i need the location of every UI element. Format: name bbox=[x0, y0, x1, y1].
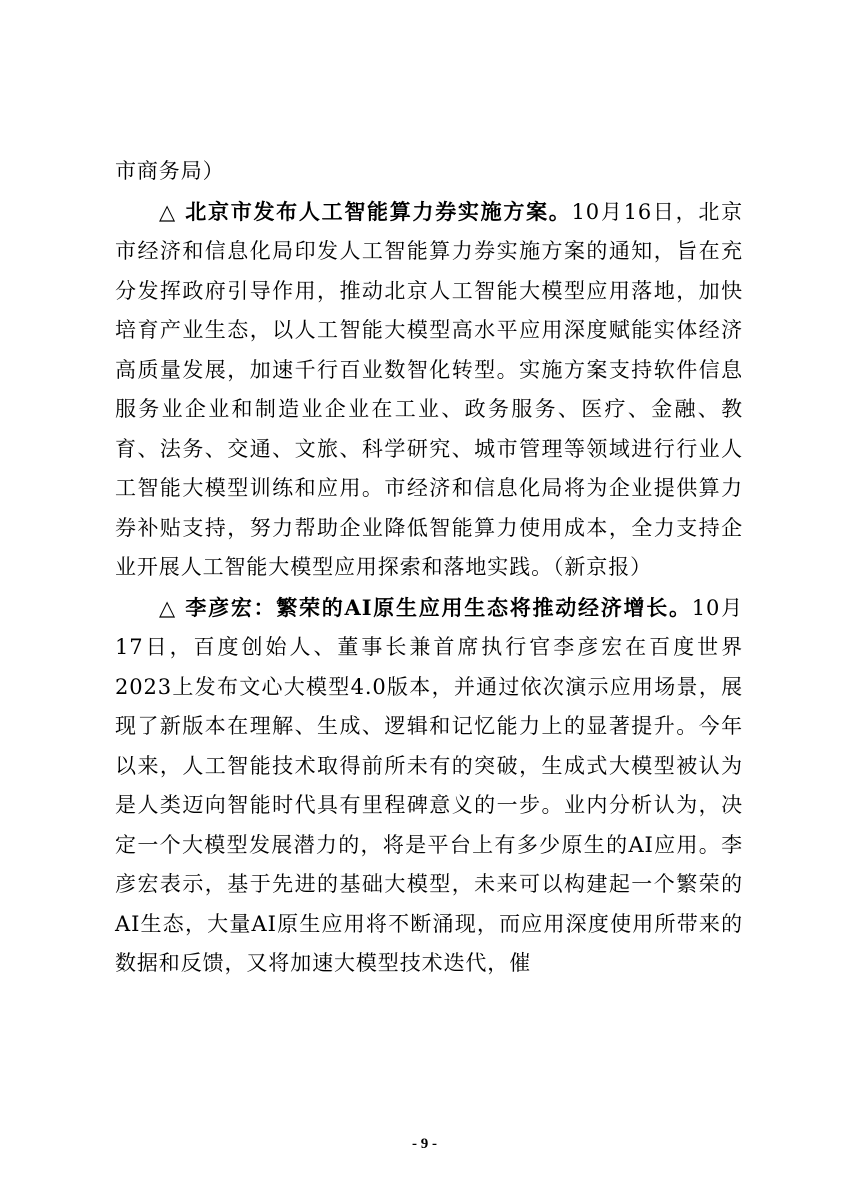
news-item-1-headline: 北京市发布人工智能算力券实施方案。 bbox=[185, 198, 572, 224]
news-item-2 bbox=[115, 588, 743, 984]
triangle-marker-icon: △ bbox=[159, 594, 177, 620]
news-item-1-body: 10月16日，北京市经济和信息化局印发人工智能算力券实施方案的通知，旨在充分发挥政府引导作用，推动北京人工智能大模型应用落地，加快培育产业生态，以人工智能大模型高水平应用深度赋能实体经济高质量发展，加速千行百业数智化转型。实施方案支持软件信息服务业企业和制造业企业在工业、政务服务、医疗、金融、教育、法务、交通、文旅、科学研究、城市管理等领域进行行业人工智能大模型训练和应用。市经济和信息化局将为企业提供算力券补贴支持，努力帮助企业降低智能算力使用成本，全力支持企业开展人工智能大模型应用探索和落地实践。 bbox=[115, 199, 743, 579]
page-number: - 9 - bbox=[412, 1136, 437, 1152]
news-item-1 bbox=[115, 192, 743, 588]
triangle-marker-icon: △ bbox=[159, 198, 177, 224]
news-item-2-body: 10月17日，百度创始人、董事长兼首席执行官李彦宏在百度世界2023上发布文心大模型4.0版本，并通过依次演示应用场景，展现了新版本在理解、生成、逻辑和记忆能力上的显著提升。今年以来，人工智能技术取得前所未有的突破，生成式大模型被认为是人类迈向智能时代具有里程碑意义的一步。业内分析认为，决定一个大模型发展潜力的，将是平台上有多少原生的AI应用。李彦宏表示，基于先进的基础大模型，未来可以构建起一个繁荣的AI生态，大量AI原生应用将不断涌现，而应用深度使用所带来的数据和反馈，又将加速大模型技术迭代，催 bbox=[115, 595, 743, 975]
news-item-2-headline: 李彦宏：繁荣的AI原生应用生态将推动经济增长。 bbox=[185, 594, 692, 620]
body-text bbox=[115, 152, 743, 984]
continued-paragraph bbox=[115, 152, 743, 192]
news-item-1-source: （新京报） bbox=[553, 555, 652, 579]
continued-line: 市商务局） bbox=[115, 159, 225, 183]
